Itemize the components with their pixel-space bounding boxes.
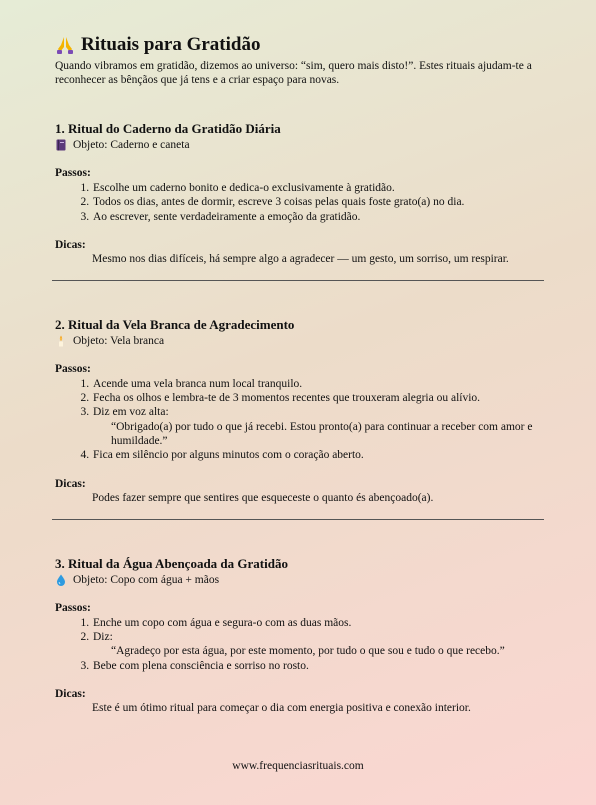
steps-label: Passos: [55, 167, 91, 179]
step-text: Diz: [93, 630, 113, 643]
steps-list [55, 181, 545, 224]
list-item: 1. Enche um copo com água e segura-o com as duas mãos. [92, 616, 545, 630]
title-text: Rituais para Gratidão [81, 34, 261, 55]
tips-label: Dicas: [55, 687, 86, 700]
list-item: 1. Escolhe um caderno bonito e dedica-o exclusivamente à gratidão. [92, 181, 545, 195]
ritual-2-object [55, 334, 545, 348]
steps-list [55, 616, 545, 673]
ritual-1-title: 1. Ritual do Caderno da Gratidão Diária [55, 121, 281, 136]
steps-label: Passos: [55, 362, 91, 375]
tip-text: Mesmo nos dias difíceis, há sempre algo a agradecer — um gesto, um sorriso, um respirar. [92, 252, 509, 265]
steps-label: Passos: [55, 601, 91, 614]
list-item: 2. Fecha os olhos e lembra-te de 3 momentos recentes que trouxeram alegria ou alívio. [92, 391, 545, 405]
object-text: Objeto: Copo com água + mãos [73, 573, 220, 586]
water-drop-icon [55, 574, 67, 586]
object-text: Objeto: Caderno e caneta [73, 139, 190, 151]
tip-text: Este é um ótimo ritual para começar o dia com energia positiva e conexão interior. [92, 701, 471, 714]
ritual-3-title: 3. Ritual da Água Abençoada da Gratidão [55, 555, 288, 571]
list-item [92, 405, 545, 448]
intro-text: Quando vibramos em gratidão, dizemos ao universo: “sim, quero mais disto!”. Estes rituais ajudam-te a reconhecer as bênçãos que já tens e a criar espaço para novas. [55, 60, 532, 86]
steps-list [55, 377, 545, 463]
list-item: 3. Ao escrever, sente verdadeiramente a emoção da gratidão. [92, 210, 545, 224]
praying-hands-icon [55, 35, 75, 55]
ritual-1-object [55, 138, 545, 152]
footer-url[interactable]: www.frequenciasrituais.com [232, 760, 364, 772]
list-item [92, 630, 545, 659]
divider [52, 519, 544, 520]
quote-text: “Agradeço por esta água, por este momento, por tudo o que sou e tudo o que recebo.” [111, 645, 505, 658]
tips-label: Dicas: [55, 477, 86, 490]
ritual-3 [55, 556, 545, 715]
tip-text: Podes fazer sempre que sentires que esqueceste o quanto és abençoado(a). [92, 491, 434, 504]
ritual-1 [55, 121, 545, 281]
quote-text: “Obrigado(a) por tudo o que já recebi. Estou pronto(a) para continuar a receber com amor e humildade.” [111, 420, 533, 448]
object-text: Objeto: Vela branca [73, 334, 165, 347]
list-item: 2. Todos os dias, antes de dormir, escreve 3 coisas pelas quais foste grato(a) no dia. [92, 195, 545, 209]
divider [52, 280, 544, 281]
notebook-icon [55, 139, 67, 151]
step-text: Diz em voz alta: [93, 406, 169, 419]
candle-icon [55, 335, 67, 347]
ritual-2-title: 2. Ritual da Vela Branca de Agradecimento [55, 316, 295, 332]
ritual-3-object [55, 573, 545, 587]
list-item: 3. Bebe com plena consciência e sorriso no rosto. [92, 659, 545, 673]
document [55, 34, 545, 715]
ritual-2 [55, 317, 545, 520]
page-title [55, 34, 545, 56]
list-item: 4. Fica em silêncio por alguns minutos com o coração aberto. [92, 448, 545, 462]
list-item: 1. Acende uma vela branca num local tranquilo. [92, 377, 545, 391]
tips-label: Dicas: [55, 238, 86, 251]
